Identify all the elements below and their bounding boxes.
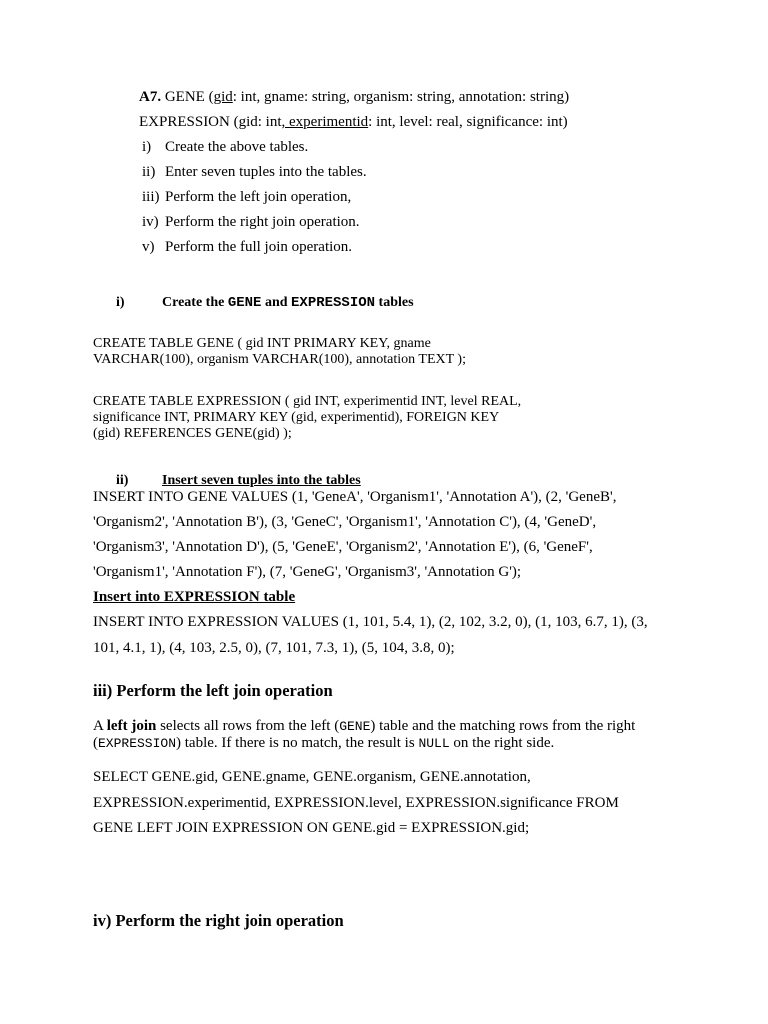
- desc-text: ) table and the matching rows from the right: [370, 718, 636, 734]
- left-join-query-line: EXPRESSION.experimentid, EXPRESSION.level, EXPRESSION.significance FROM: [93, 795, 619, 811]
- task-item: [142, 163, 367, 181]
- section1-code-gene: GENE: [227, 295, 262, 311]
- desc-code: GENE: [339, 719, 371, 734]
- left-join-description-line2: [93, 734, 554, 753]
- task-number: v): [142, 239, 155, 255]
- expression-insert-line: INSERT INTO EXPRESSION VALUES (1, 101, 5.4, 1), (2, 102, 3.2, 0), (1, 103, 6.7, 1), (3,: [93, 614, 648, 630]
- question-gene-line: [139, 88, 569, 106]
- expression-insert-title: Insert into EXPRESSION table: [93, 589, 296, 605]
- section3-heading: iii) Perform the left join operation: [93, 681, 333, 700]
- task-text: Perform the right join operation.: [165, 214, 360, 230]
- section1-code-expression: EXPRESSION: [291, 295, 376, 311]
- gene-insert-line: 'Organism3', 'Annotation D'), (5, 'GeneE', 'Organism2', 'Annotation E'), (6, 'GeneF',: [93, 539, 593, 555]
- left-join-query-line: GENE LEFT JOIN EXPRESSION ON GENE.gid = EXPRESSION.gid;: [93, 820, 530, 836]
- section1-number: i): [116, 295, 125, 310]
- desc-text: selects all rows from the left (: [156, 718, 340, 734]
- expression-insert-line: 101, 4.1, 1), (4, 103, 2.5, 0), (7, 101, 7.3, 1), (5, 104, 3.8, 0);: [93, 640, 455, 656]
- desc-text: (: [93, 735, 98, 751]
- task-text: Perform the left join operation,: [165, 189, 352, 205]
- create-expression-line: significance INT, PRIMARY KEY (gid, experimentid), FOREIGN KEY: [93, 410, 500, 425]
- left-join-query-line: SELECT GENE.gid, GENE.gname, GENE.organism, GENE.annotation,: [93, 769, 531, 785]
- section1-title-c: tables: [375, 295, 414, 310]
- create-expression-line: (gid) REFERENCES GENE(gid) );: [93, 426, 292, 441]
- question-label: A7.: [139, 89, 162, 105]
- desc-code: NULL: [418, 736, 450, 751]
- desc-text: A: [93, 718, 107, 734]
- gene-insert-line: INSERT INTO GENE VALUES (1, 'GeneA', 'Organism1', 'Annotation A'), (2, 'GeneB',: [93, 489, 617, 505]
- expr-key: , experimentid: [281, 114, 369, 130]
- desc-bold: left join: [106, 718, 157, 734]
- section2-title: Insert seven tuples into the tables: [162, 473, 361, 488]
- task-item: [142, 188, 351, 206]
- task-item: [142, 213, 360, 231]
- desc-code: EXPRESSION: [98, 736, 177, 751]
- section1-title-b: and: [261, 295, 292, 310]
- task-text: Enter seven tuples into the tables.: [165, 164, 367, 180]
- task-text: Create the above tables.: [165, 139, 309, 155]
- desc-text: ) table. If there is no match, the result is: [176, 735, 419, 751]
- section1-title-a: Create the: [162, 295, 228, 310]
- section1-heading: [116, 294, 414, 312]
- gene-rest: : int, gname: string, organism: string, annotation: string): [232, 89, 570, 105]
- create-gene-line: VARCHAR(100), organism VARCHAR(100), annotation TEXT );: [93, 352, 466, 367]
- task-number: iv): [142, 214, 159, 230]
- section2-number: ii): [116, 473, 129, 488]
- task-number: ii): [142, 164, 156, 180]
- gene-key: gid: [213, 89, 233, 105]
- section2-heading: [116, 472, 361, 489]
- gene-insert-line: 'Organism1', 'Annotation F'), (7, 'GeneG', 'Organism3', 'Annotation G');: [93, 564, 522, 580]
- section4-heading: iv) Perform the right join operation: [93, 911, 344, 930]
- create-expression-line: CREATE TABLE EXPRESSION ( gid INT, experimentid INT, level REAL,: [93, 394, 522, 409]
- task-item: [142, 138, 308, 156]
- gene-prefix: GENE (: [164, 89, 214, 105]
- expr-rest: : int, level: real, significance: int): [368, 114, 568, 130]
- question-expression-line: [139, 113, 568, 131]
- task-number: iii): [142, 189, 160, 205]
- task-item: [142, 238, 352, 256]
- expr-prefix: EXPRESSION (gid: int: [139, 114, 282, 130]
- desc-text: on the right side.: [449, 735, 555, 751]
- gene-insert-line: 'Organism2', 'Annotation B'), (3, 'GeneC', 'Organism1', 'Annotation C'), (4, 'GeneD',: [93, 514, 597, 530]
- create-gene-line: CREATE TABLE GENE ( gid INT PRIMARY KEY, gname: [93, 336, 431, 351]
- task-text: Perform the full join operation.: [165, 239, 353, 255]
- task-number: i): [142, 139, 152, 155]
